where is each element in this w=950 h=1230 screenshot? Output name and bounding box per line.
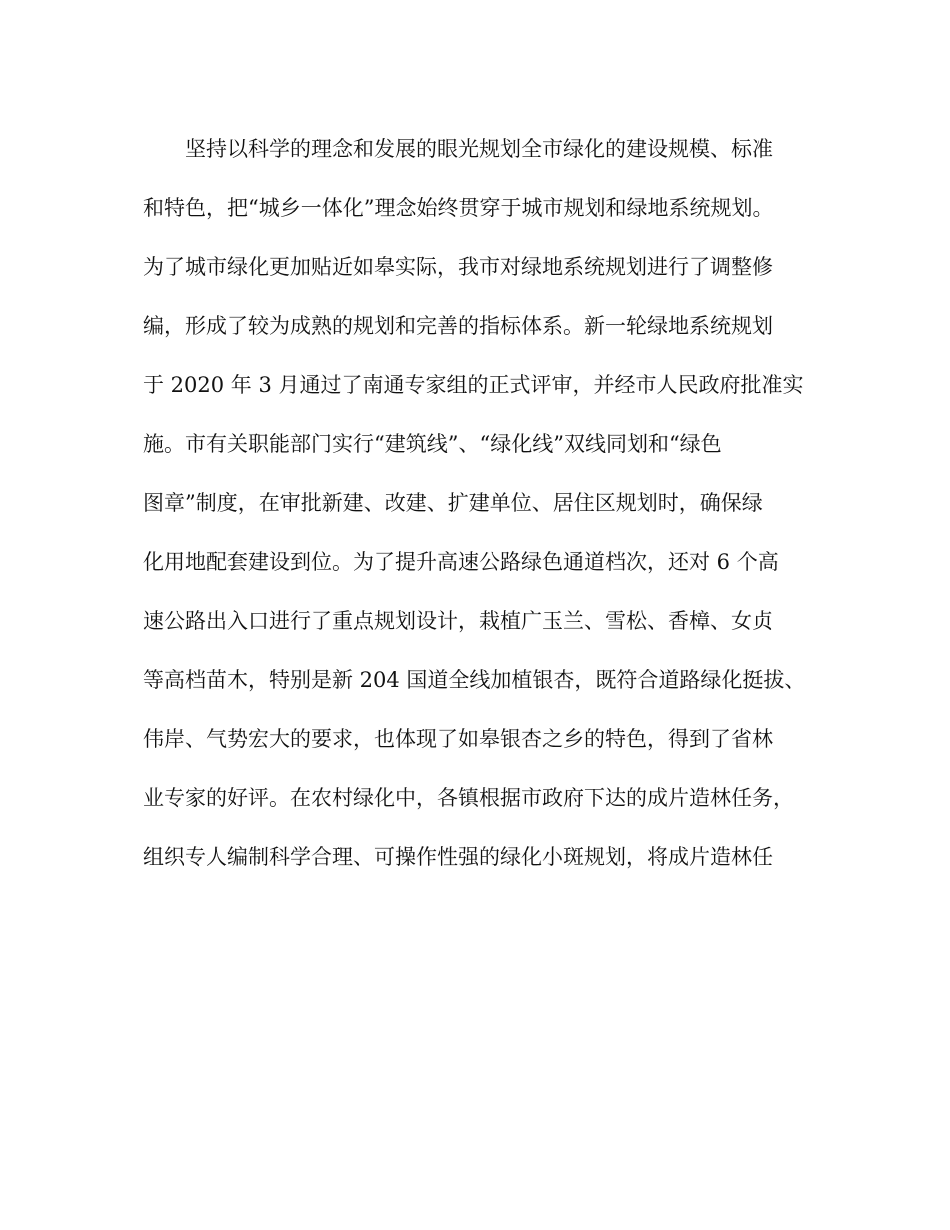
paragraph-line: 速公路出入口进行了重点规划设计，栽植广玉兰、雪松、香樟、女贞 [143,609,773,633]
paragraph-line: 等高档苗木，特别是新 204 国道全线加植银杏，既符合道路绿化挺拔、 [143,668,806,692]
paragraph-line: 化用地配套建设到位。为了提升高速公路绿色通道档次，还对 6 个高 [143,550,779,574]
paragraph-line: 坚持以科学的理念和发展的眼光规划全市绿化的建设规模、标准 [185,137,773,161]
paragraph-line: 施。市有关职能部门实行“建筑线”、“绿化线”双线同划和“绿色 [143,432,722,456]
paragraph-line: 编，形成了较为成熟的规划和完善的指标体系。新一轮绿地系统规划 [143,314,773,338]
paragraph-line: 和特色，把“城乡一体化”理念始终贯穿于城市规划和绿地系统规划。 [143,196,774,220]
paragraph-line: 图章”制度，在审批新建、改建、扩建单位、居住区规划时，确保绿 [143,491,763,515]
paragraph-line: 伟岸、气势宏大的要求，也体现了如皋银杏之乡的特色，得到了省林 [143,727,773,751]
paragraph-line: 组织专人编制科学合理、可操作性强的绿化小斑规划，将成片造林任 [143,845,773,869]
paragraph-line: 为了城市绿化更加贴近如皋实际，我市对绿地系统规划进行了调整修 [143,255,773,279]
paragraph-line: 业专家的好评。在农村绿化中，各镇根据市政府下达的成片造林任务， [143,786,794,810]
paragraph-line: 于 2020 年 3 月通过了南通专家组的正式评审，并经市人民政府批准实 [143,373,804,397]
body-paragraph [143,120,823,887]
